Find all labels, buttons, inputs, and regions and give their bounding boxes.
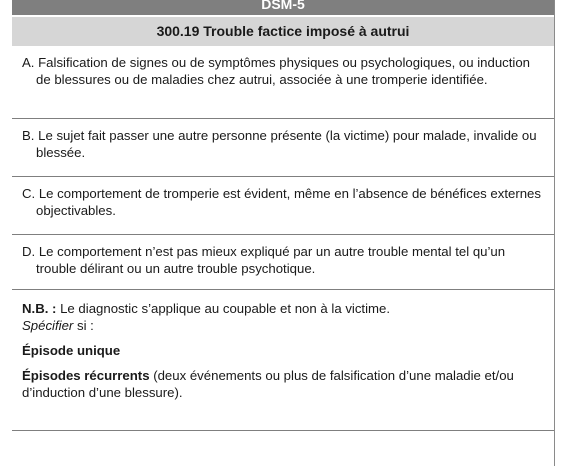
- criterion-a: [12, 46, 554, 119]
- specify-line: [22, 317, 544, 334]
- option2-label: Épisodes récurrents: [22, 368, 150, 383]
- criterion-text: B. Le sujet fait passer une autre personne présente (la victime) pour malade, invalide ou blessée.: [22, 128, 537, 160]
- specify-label: Spécifier: [22, 318, 74, 333]
- table-header: DSM-5: [12, 0, 554, 15]
- criterion-b: [12, 119, 554, 177]
- dsm5-table: [12, 0, 555, 466]
- note-section: [12, 290, 554, 431]
- nb-label: N.B. :: [22, 301, 57, 316]
- specify-text: si :: [73, 318, 94, 333]
- criterion-d: [12, 235, 554, 290]
- criterion-c: [12, 177, 554, 235]
- option2-text: (deux événements ou plus de falsification d’une maladie et/ou d’induction d’une blessure).: [22, 368, 514, 400]
- criterion-text: A. Falsification de signes ou de symptômes physiques ou psychologiques, ou induction de blessures ou de maladies chez autrui, associée à une tromperie identifiée.: [22, 55, 531, 87]
- table-subheader: 300.19 Trouble factice imposé à autrui: [12, 15, 554, 46]
- nb-line: [22, 300, 544, 317]
- option-single-episode: Épisode unique: [22, 343, 121, 358]
- nb-text: Le diagnostic s’applique au coupable et non à la victime.: [56, 301, 391, 316]
- option-recurrent-episodes: [22, 367, 544, 401]
- criterion-text: C. Le comportement de tromperie est évident, même en l’absence de bénéfices externes objectivables.: [22, 186, 541, 218]
- criterion-text: D. Le comportement n’est pas mieux expliqué par un autre trouble mental tel qu’un trouble délirant ou un autre trouble psychotique.: [22, 244, 506, 276]
